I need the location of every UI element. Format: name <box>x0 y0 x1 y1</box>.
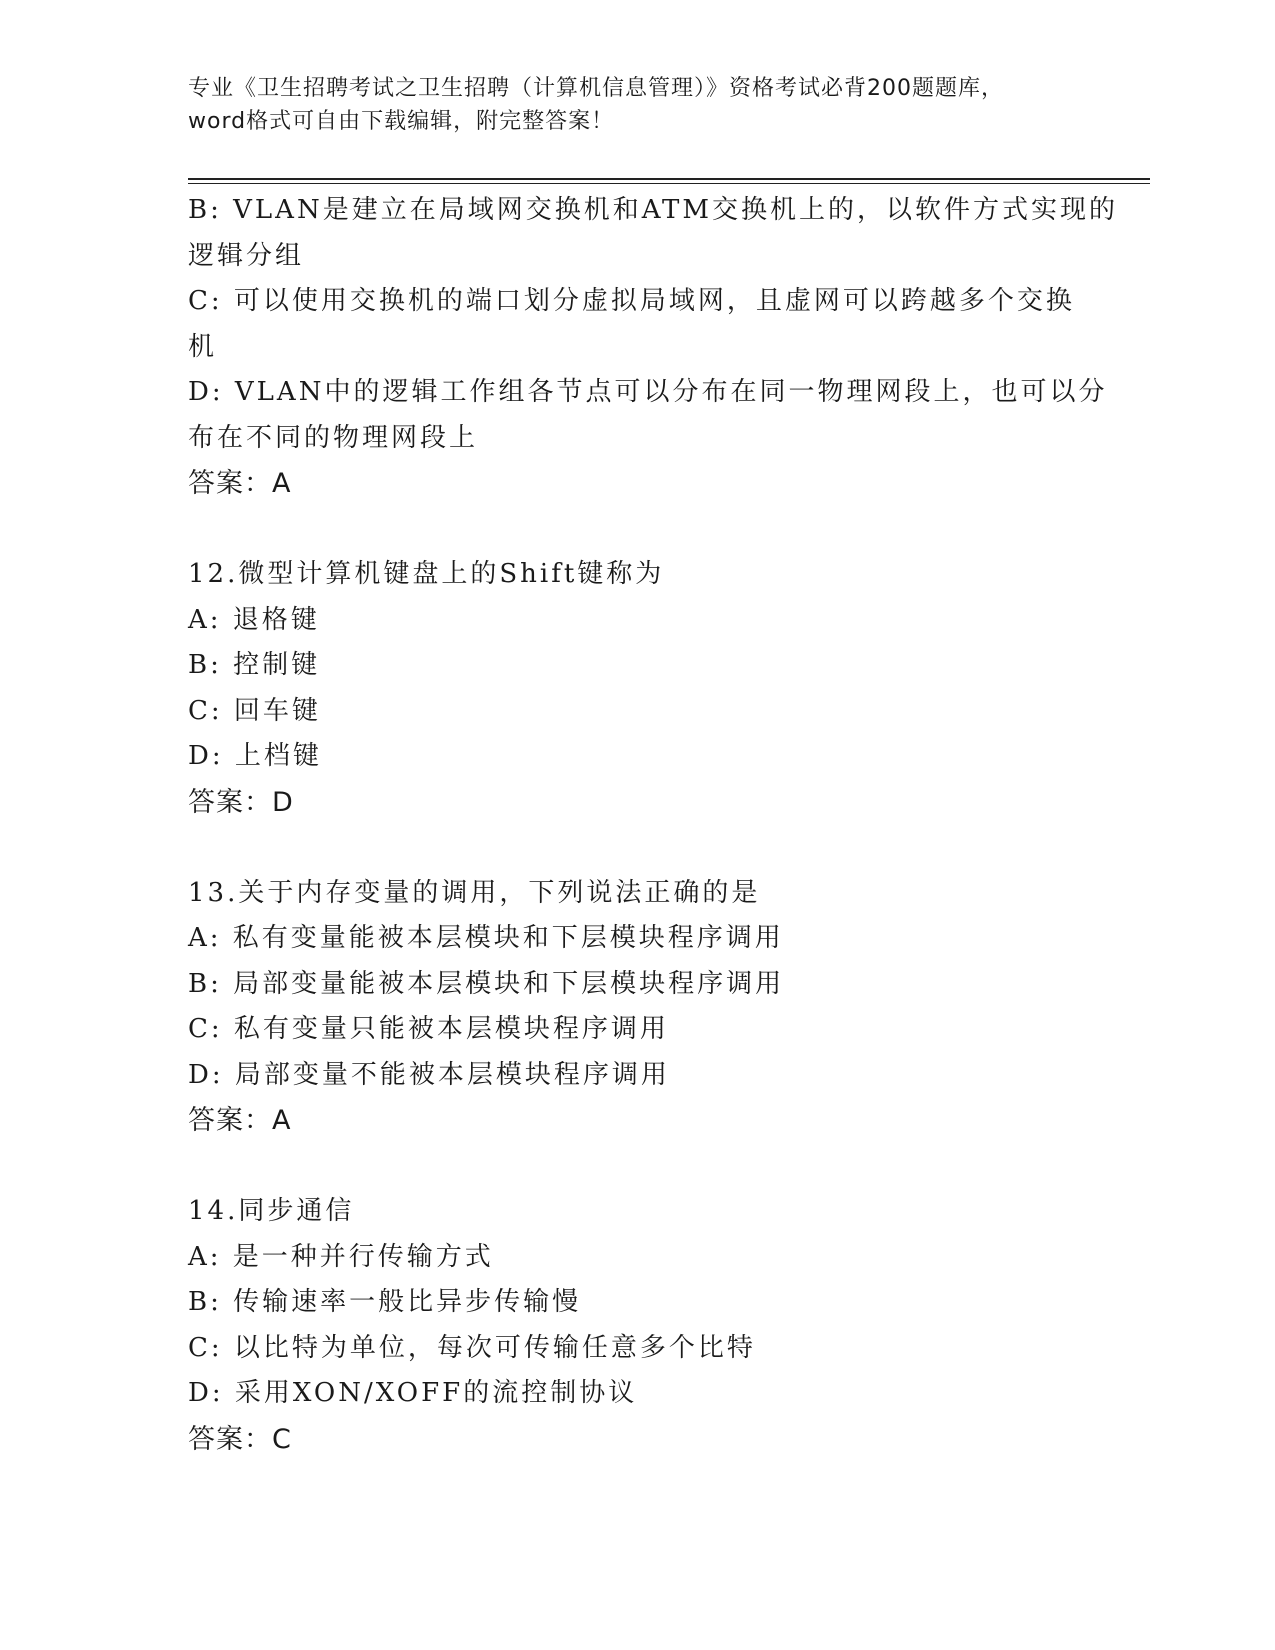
header-title-line-2: word格式可自由下载编辑，附完整答案！ <box>188 109 615 134</box>
answer-line: 答案：D <box>188 786 294 818</box>
question-block-14 <box>188 1189 1088 1462</box>
option-a: A: 私有变量能被本层模块和下层模块程序调用 <box>188 923 784 953</box>
answer-line: 答案：C <box>188 1423 292 1455</box>
question-list <box>188 188 1119 1462</box>
option-c-continued: 机 <box>188 331 218 362</box>
header-divider-thick <box>188 178 1150 180</box>
header-divider-thin <box>188 183 1150 184</box>
option-d: D: 局部变量不能被本层模块程序调用 <box>188 1059 670 1090</box>
option-a: A: 退格键 <box>188 604 320 635</box>
option-b-continued: 逻辑分组 <box>188 240 305 271</box>
option-b: B: VLAN是建立在局域网交换机和ATM交换机上的，以软件方式实现的 <box>188 195 1119 225</box>
question-stem: 14.同步通信 <box>188 1196 355 1226</box>
option-a: A: 是一种并行传输方式 <box>188 1241 494 1272</box>
option-c: C: 可以使用交换机的端口划分虚拟局域网，且虚网可以跨越多个交换 <box>188 286 1075 316</box>
question-stem: 13.关于内存变量的调用，下列说法正确的是 <box>188 877 761 908</box>
option-c: C: 私有变量只能被本层模块程序调用 <box>188 1014 669 1044</box>
option-d: D: 采用XON/XOFF的流控制协议 <box>188 1378 638 1408</box>
option-b: B: 局部变量能被本层模块和下层模块程序调用 <box>188 968 785 999</box>
question-block-prev <box>188 188 1119 507</box>
option-b: B: 传输速率一般比异步传输慢 <box>188 1287 582 1317</box>
answer-line: 答案：A <box>188 468 292 499</box>
option-b: B: 控制键 <box>188 650 321 680</box>
document-header <box>188 72 1088 138</box>
question-block-13 <box>188 871 1088 1144</box>
answer-line: 答案：A <box>188 1105 292 1136</box>
option-d: D: VLAN中的逻辑工作组各节点可以分布在同一物理网段上，也可以分 <box>188 377 1108 407</box>
question-stem: 12.微型计算机键盘上的Shift键称为 <box>188 559 665 589</box>
option-c: C: 以比特为单位，每次可传输任意多个比特 <box>188 1332 756 1363</box>
option-d-continued: 布在不同的物理网段上 <box>188 422 479 453</box>
question-block-12 <box>188 552 1088 825</box>
option-c: C: 回车键 <box>188 695 321 726</box>
option-d: D: 上档键 <box>188 741 322 771</box>
header-title-line-1: 专业《卫生招聘考试之卫生招聘（计算机信息管理）》资格考试必背200题题库， <box>188 76 1004 101</box>
